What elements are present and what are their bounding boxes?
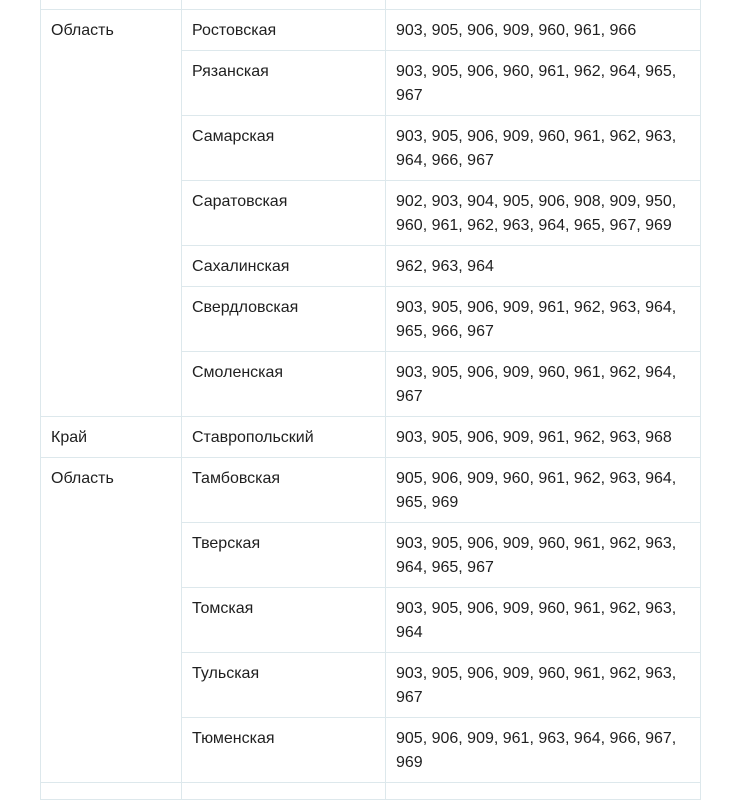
region-type-cell (41, 51, 182, 116)
table-row (41, 718, 701, 783)
table-cell (182, 783, 386, 800)
operator-codes-cell: 905, 906, 909, 960, 961, 962, 963, 964, 965, 969 (386, 458, 701, 523)
region-name-cell: Ростовская (182, 10, 386, 51)
table-cell (41, 783, 182, 800)
table-row (41, 417, 701, 458)
operator-codes-cell: 903, 905, 906, 909, 960, 961, 962, 963, 964, 966, 967 (386, 116, 701, 181)
table-row (41, 116, 701, 181)
region-type-cell (41, 287, 182, 352)
region-codes-table (40, 0, 701, 800)
region-type-cell (41, 116, 182, 181)
table-row (41, 588, 701, 653)
region-name-cell: Ставропольский (182, 417, 386, 458)
operator-codes-cell: 903, 905, 906, 909, 960, 961, 962, 963, 964 (386, 588, 701, 653)
region-name-cell: Самарская (182, 116, 386, 181)
operator-codes-cell: 903, 905, 906, 909, 960, 961, 962, 963, 967 (386, 653, 701, 718)
table-row-partial-bottom (41, 783, 701, 800)
region-name-cell: Тверская (182, 523, 386, 588)
region-name-cell: Свердловская (182, 287, 386, 352)
region-type-cell: Область (41, 458, 182, 523)
region-type-cell: Край (41, 417, 182, 458)
region-type-cell (41, 653, 182, 718)
table-row (41, 181, 701, 246)
table-row (41, 51, 701, 116)
operator-codes-cell: 903, 905, 906, 909, 960, 961, 962, 963, 964, 965, 967 (386, 523, 701, 588)
table-row (41, 10, 701, 51)
region-name-cell: Томская (182, 588, 386, 653)
region-type-cell (41, 588, 182, 653)
region-name-cell: Тульская (182, 653, 386, 718)
region-type-cell (41, 181, 182, 246)
table-row (41, 246, 701, 287)
region-name-cell: Тюменская (182, 718, 386, 783)
table-row (41, 523, 701, 588)
region-type-cell (41, 246, 182, 287)
region-type-cell (41, 523, 182, 588)
operator-codes-cell: 903, 905, 906, 909, 961, 962, 963, 968 (386, 417, 701, 458)
region-name-cell: Сахалинская (182, 246, 386, 287)
operator-codes-cell: 903, 905, 906, 909, 961, 962, 963, 964, 965, 966, 967 (386, 287, 701, 352)
region-type-cell (41, 718, 182, 783)
operator-codes-cell: 903, 905, 906, 909, 960, 961, 962, 964, 967 (386, 352, 701, 417)
region-name-cell: Саратовская (182, 181, 386, 246)
operator-codes-cell: 962, 963, 964 (386, 246, 701, 287)
table-row (41, 653, 701, 718)
region-name-cell: Смоленская (182, 352, 386, 417)
region-name-cell: Рязанская (182, 51, 386, 116)
table-row (41, 352, 701, 417)
region-type-cell (41, 352, 182, 417)
operator-codes-cell: 902, 903, 904, 905, 906, 908, 909, 950, 960, 961, 962, 963, 964, 965, 967, 969 (386, 181, 701, 246)
operator-codes-cell: 905, 906, 909, 961, 963, 964, 966, 967, 969 (386, 718, 701, 783)
table-row (41, 458, 701, 523)
table-cell (41, 0, 182, 10)
table-cell (182, 0, 386, 10)
region-name-cell: Тамбовская (182, 458, 386, 523)
region-type-cell: Область (41, 10, 182, 51)
table-row (41, 287, 701, 352)
operator-codes-cell: 903, 905, 906, 960, 961, 962, 964, 965, 967 (386, 51, 701, 116)
table-cell (386, 0, 701, 10)
table-row-partial-top (41, 0, 701, 10)
table-cell (386, 783, 701, 800)
operator-codes-cell: 903, 905, 906, 909, 960, 961, 966 (386, 10, 701, 51)
